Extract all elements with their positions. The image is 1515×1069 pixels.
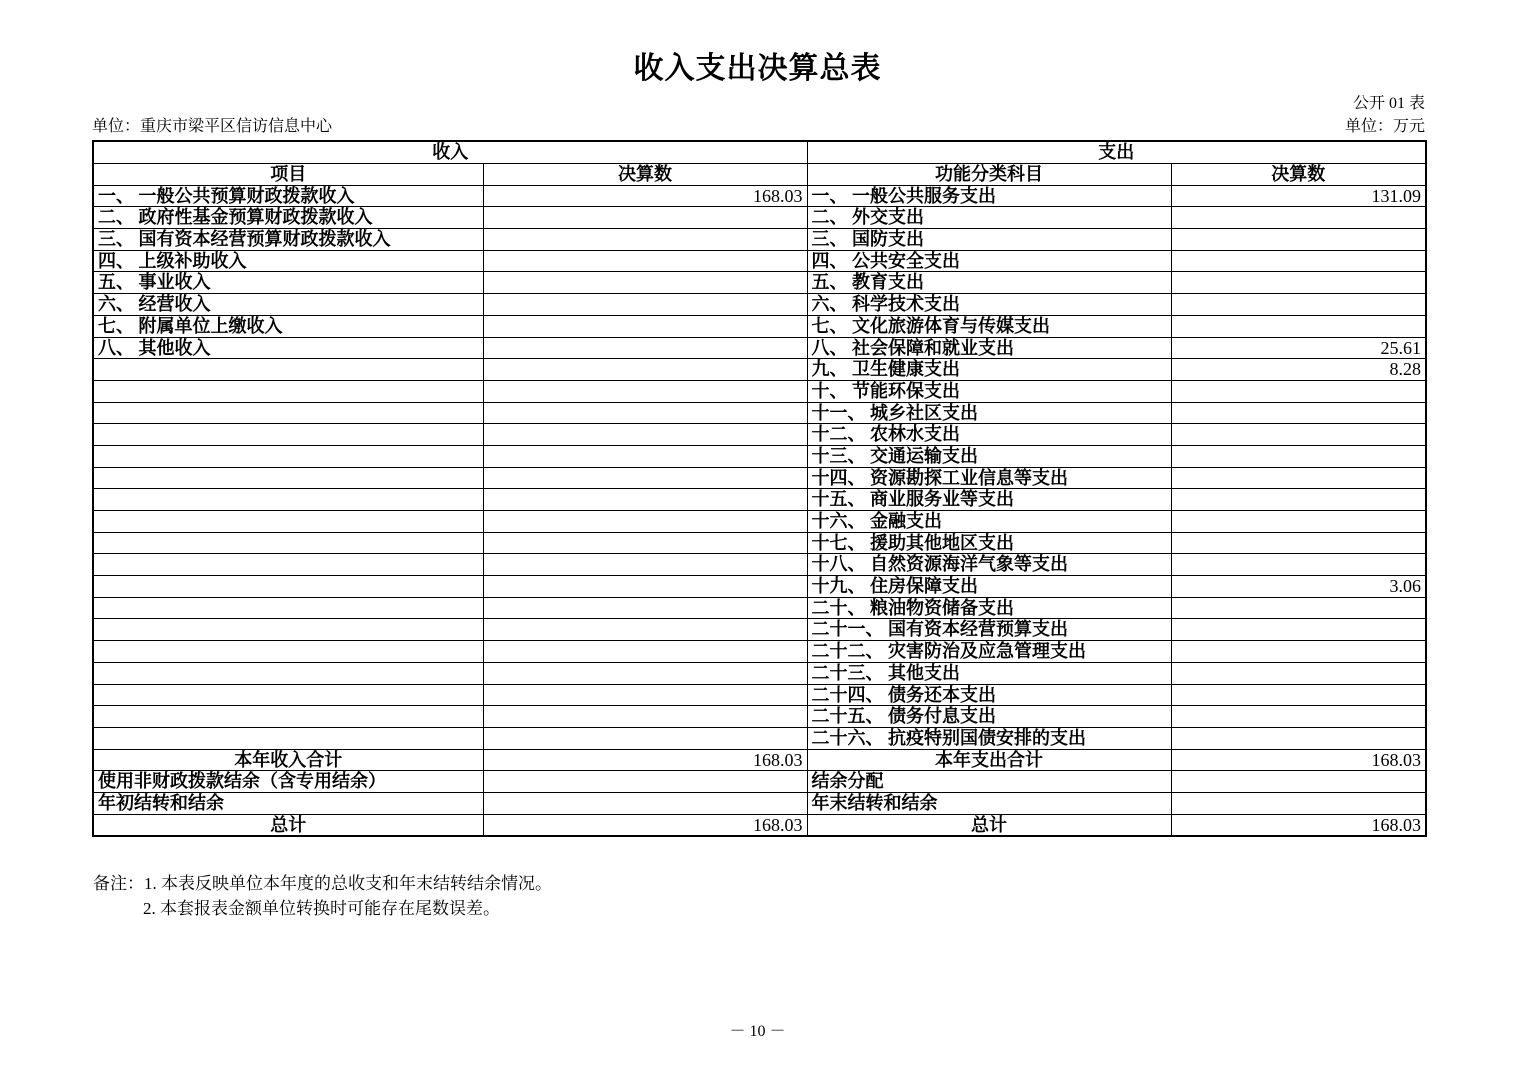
income-amount-cell <box>483 576 807 598</box>
expense-item-cell: 十六、 金融支出 <box>807 511 1171 533</box>
income-item-cell: 七、 附属单位上缴收入 <box>93 315 483 337</box>
expense-amount-cell <box>1171 662 1426 684</box>
income-amount-cell <box>483 402 807 424</box>
income-amount-cell <box>483 359 807 381</box>
table-row <box>93 272 1426 294</box>
income-item-cell: 四、 上级补助收入 <box>93 250 483 272</box>
income-amount-cell <box>483 684 807 706</box>
income-item-cell <box>93 467 483 489</box>
meta-row <box>92 117 1425 137</box>
income-amount-cell <box>483 727 807 749</box>
budget-summary-table <box>92 140 1427 837</box>
expense-item-cell: 二十一、 国有资本经营预算支出 <box>807 619 1171 641</box>
expense-item-cell: 九、 卫生健康支出 <box>807 359 1171 381</box>
expense-item-cell: 二十三、 其他支出 <box>807 662 1171 684</box>
table-row <box>93 489 1426 511</box>
income-amount-cell <box>483 792 807 814</box>
expense-item-cell: 十八、 自然资源海洋气象等支出 <box>807 554 1171 576</box>
expense-amount-cell <box>1171 489 1426 511</box>
income-item-cell <box>93 662 483 684</box>
expense-amount-cell <box>1171 315 1426 337</box>
income-amount-cell <box>483 337 807 359</box>
expense-item-cell: 一、 一般公共服务支出 <box>807 185 1171 207</box>
expense-item-cell: 八、 社会保障和就业支出 <box>807 337 1171 359</box>
col-header-expense-item: 功能分类科目 <box>807 163 1171 185</box>
expense-item-cell: 本年支出合计 <box>807 749 1171 771</box>
expense-item-cell: 二十四、 债务还本支出 <box>807 684 1171 706</box>
income-amount-cell: 168.03 <box>483 185 807 207</box>
table-footer-row <box>93 771 1426 793</box>
income-amount-cell <box>483 229 807 251</box>
income-item-cell: 使用非财政拨款结余（含专用结余） <box>93 771 483 793</box>
income-item-cell <box>93 641 483 663</box>
table-footer-row <box>93 792 1426 814</box>
table-row <box>93 532 1426 554</box>
col-header-income-item: 项目 <box>93 163 483 185</box>
table-row <box>93 294 1426 316</box>
table-row <box>93 229 1426 251</box>
table-row <box>93 380 1426 402</box>
expense-amount-cell <box>1171 619 1426 641</box>
expense-amount-cell <box>1171 684 1426 706</box>
income-item-cell <box>93 619 483 641</box>
income-amount-cell <box>483 207 807 229</box>
table-row <box>93 402 1426 424</box>
table-row <box>93 662 1426 684</box>
expense-amount-cell <box>1171 727 1426 749</box>
expense-amount-cell <box>1171 467 1426 489</box>
expense-amount-cell: 25.61 <box>1171 337 1426 359</box>
table-row <box>93 315 1426 337</box>
table-row <box>93 619 1426 641</box>
page-title: 收入支出决算总表 <box>633 52 882 85</box>
income-amount-cell <box>483 771 807 793</box>
expense-amount-cell <box>1171 771 1426 793</box>
table-row <box>93 185 1426 207</box>
table-footer-row <box>93 814 1426 836</box>
income-item-cell: 二、 政府性基金预算财政拨款收入 <box>93 207 483 229</box>
income-section-header: 收入 <box>93 141 807 163</box>
col-header-expense-amount: 决算数 <box>1171 163 1426 185</box>
table-row <box>93 445 1426 467</box>
table-row <box>93 684 1426 706</box>
income-amount-cell <box>483 706 807 728</box>
expense-item-cell: 年末结转和结余 <box>807 792 1171 814</box>
expense-amount-cell <box>1171 445 1426 467</box>
table-row <box>93 424 1426 446</box>
table-row <box>93 727 1426 749</box>
expense-amount-cell <box>1171 706 1426 728</box>
table-code: 公开 01 表 <box>1352 95 1425 112</box>
page-number: － 10 － <box>729 1023 786 1040</box>
income-item-cell <box>93 402 483 424</box>
income-item-cell <box>93 511 483 533</box>
table-row <box>93 641 1426 663</box>
expense-amount-cell <box>1171 532 1426 554</box>
expense-amount-cell <box>1171 402 1426 424</box>
expense-item-cell: 五、 教育支出 <box>807 272 1171 294</box>
expense-item-cell: 二十六、 抗疫特别国债安排的支出 <box>807 727 1171 749</box>
income-item-cell: 六、 经营收入 <box>93 294 483 316</box>
table-row <box>93 706 1426 728</box>
income-amount-cell <box>483 489 807 511</box>
expense-section-header: 支出 <box>807 141 1426 163</box>
income-amount-cell <box>483 641 807 663</box>
expense-amount-cell <box>1171 597 1426 619</box>
expense-amount-cell <box>1171 424 1426 446</box>
income-amount-cell <box>483 315 807 337</box>
income-amount-cell <box>483 250 807 272</box>
expense-item-cell: 十四、 资源勘探工业信息等支出 <box>807 467 1171 489</box>
income-amount-cell <box>483 511 807 533</box>
table-row <box>93 337 1426 359</box>
income-item-cell <box>93 424 483 446</box>
income-item-cell <box>93 727 483 749</box>
expense-amount-cell <box>1171 250 1426 272</box>
income-amount-cell <box>483 380 807 402</box>
table-row <box>93 597 1426 619</box>
table-row <box>93 511 1426 533</box>
expense-item-cell: 十七、 援助其他地区支出 <box>807 532 1171 554</box>
income-amount-cell <box>483 619 807 641</box>
income-amount-cell <box>483 597 807 619</box>
expense-amount-cell <box>1171 380 1426 402</box>
income-item-cell: 三、 国有资本经营预算财政拨款收入 <box>93 229 483 251</box>
expense-item-cell: 十、 节能环保支出 <box>807 380 1171 402</box>
table-row <box>93 207 1426 229</box>
expense-item-cell: 十一、 城乡社区支出 <box>807 402 1171 424</box>
income-item-cell <box>93 380 483 402</box>
income-item-cell: 一、 一般公共预算财政拨款收入 <box>93 185 483 207</box>
expense-amount-cell <box>1171 511 1426 533</box>
currency-unit: 单位：万元 <box>1344 118 1425 135</box>
income-amount-cell <box>483 272 807 294</box>
income-item-cell <box>93 597 483 619</box>
table-footer-row <box>93 749 1426 771</box>
expense-item-cell: 十二、 农林水支出 <box>807 424 1171 446</box>
table-row <box>93 359 1426 381</box>
income-item-cell <box>93 359 483 381</box>
expense-amount-cell <box>1171 554 1426 576</box>
income-item-cell: 五、 事业收入 <box>93 272 483 294</box>
expense-amount-cell: 168.03 <box>1171 749 1426 771</box>
expense-item-cell: 七、 文化旅游体育与传媒支出 <box>807 315 1171 337</box>
income-item-cell: 本年收入合计 <box>93 749 483 771</box>
expense-amount-cell: 168.03 <box>1171 814 1426 836</box>
expense-amount-cell: 8.28 <box>1171 359 1426 381</box>
expense-amount-cell: 131.09 <box>1171 185 1426 207</box>
expense-item-cell: 二十二、 灾害防治及应急管理支出 <box>807 641 1171 663</box>
expense-item-cell: 结余分配 <box>807 771 1171 793</box>
expense-amount-cell <box>1171 272 1426 294</box>
expense-amount-cell <box>1171 641 1426 663</box>
expense-item-cell: 六、 科学技术支出 <box>807 294 1171 316</box>
expense-item-cell: 十五、 商业服务业等支出 <box>807 489 1171 511</box>
income-item-cell <box>93 554 483 576</box>
income-item-cell: 年初结转和结余 <box>93 792 483 814</box>
section-header-row <box>93 141 1426 163</box>
income-amount-cell: 168.03 <box>483 814 807 836</box>
income-amount-cell <box>483 445 807 467</box>
income-amount-cell <box>483 662 807 684</box>
expense-amount-cell <box>1171 229 1426 251</box>
income-item-cell <box>93 706 483 728</box>
income-item-cell <box>93 445 483 467</box>
col-header-income-amount: 决算数 <box>483 163 807 185</box>
unit-name: 单位：重庆市梁平区信访信息中心 <box>92 118 333 135</box>
income-item-cell <box>93 684 483 706</box>
table-row <box>93 467 1426 489</box>
income-amount-cell <box>483 467 807 489</box>
income-item-cell <box>93 576 483 598</box>
note-line-1: 备注：1. 本表反映单位本年度的总收支和年末结转结余情况。 <box>93 874 552 894</box>
income-amount-cell <box>483 294 807 316</box>
notes <box>93 871 1515 921</box>
expense-amount-cell <box>1171 207 1426 229</box>
expense-item-cell: 二十、 粮油物资储备支出 <box>807 597 1171 619</box>
column-header-row <box>93 163 1426 185</box>
income-amount-cell: 168.03 <box>483 749 807 771</box>
expense-item-cell: 二、 外交支出 <box>807 207 1171 229</box>
note-line-2: 2. 本套报表金额单位转换时可能存在尾数误差。 <box>143 899 500 919</box>
expense-item-cell: 十九、 住房保障支出 <box>807 576 1171 598</box>
income-item-cell <box>93 532 483 554</box>
income-item-cell: 总计 <box>93 814 483 836</box>
expense-amount-cell: 3.06 <box>1171 576 1426 598</box>
expense-item-cell: 二十五、 债务付息支出 <box>807 706 1171 728</box>
expense-amount-cell <box>1171 294 1426 316</box>
expense-item-cell: 总计 <box>807 814 1171 836</box>
table-row <box>93 250 1426 272</box>
expense-item-cell: 四、 公共安全支出 <box>807 250 1171 272</box>
income-item-cell: 八、 其他收入 <box>93 337 483 359</box>
table-row <box>93 554 1426 576</box>
income-amount-cell <box>483 532 807 554</box>
expense-item-cell: 十三、 交通运输支出 <box>807 445 1171 467</box>
income-amount-cell <box>483 424 807 446</box>
expense-item-cell: 三、 国防支出 <box>807 229 1171 251</box>
expense-amount-cell <box>1171 792 1426 814</box>
table-row <box>93 576 1426 598</box>
income-amount-cell <box>483 554 807 576</box>
income-item-cell <box>93 489 483 511</box>
